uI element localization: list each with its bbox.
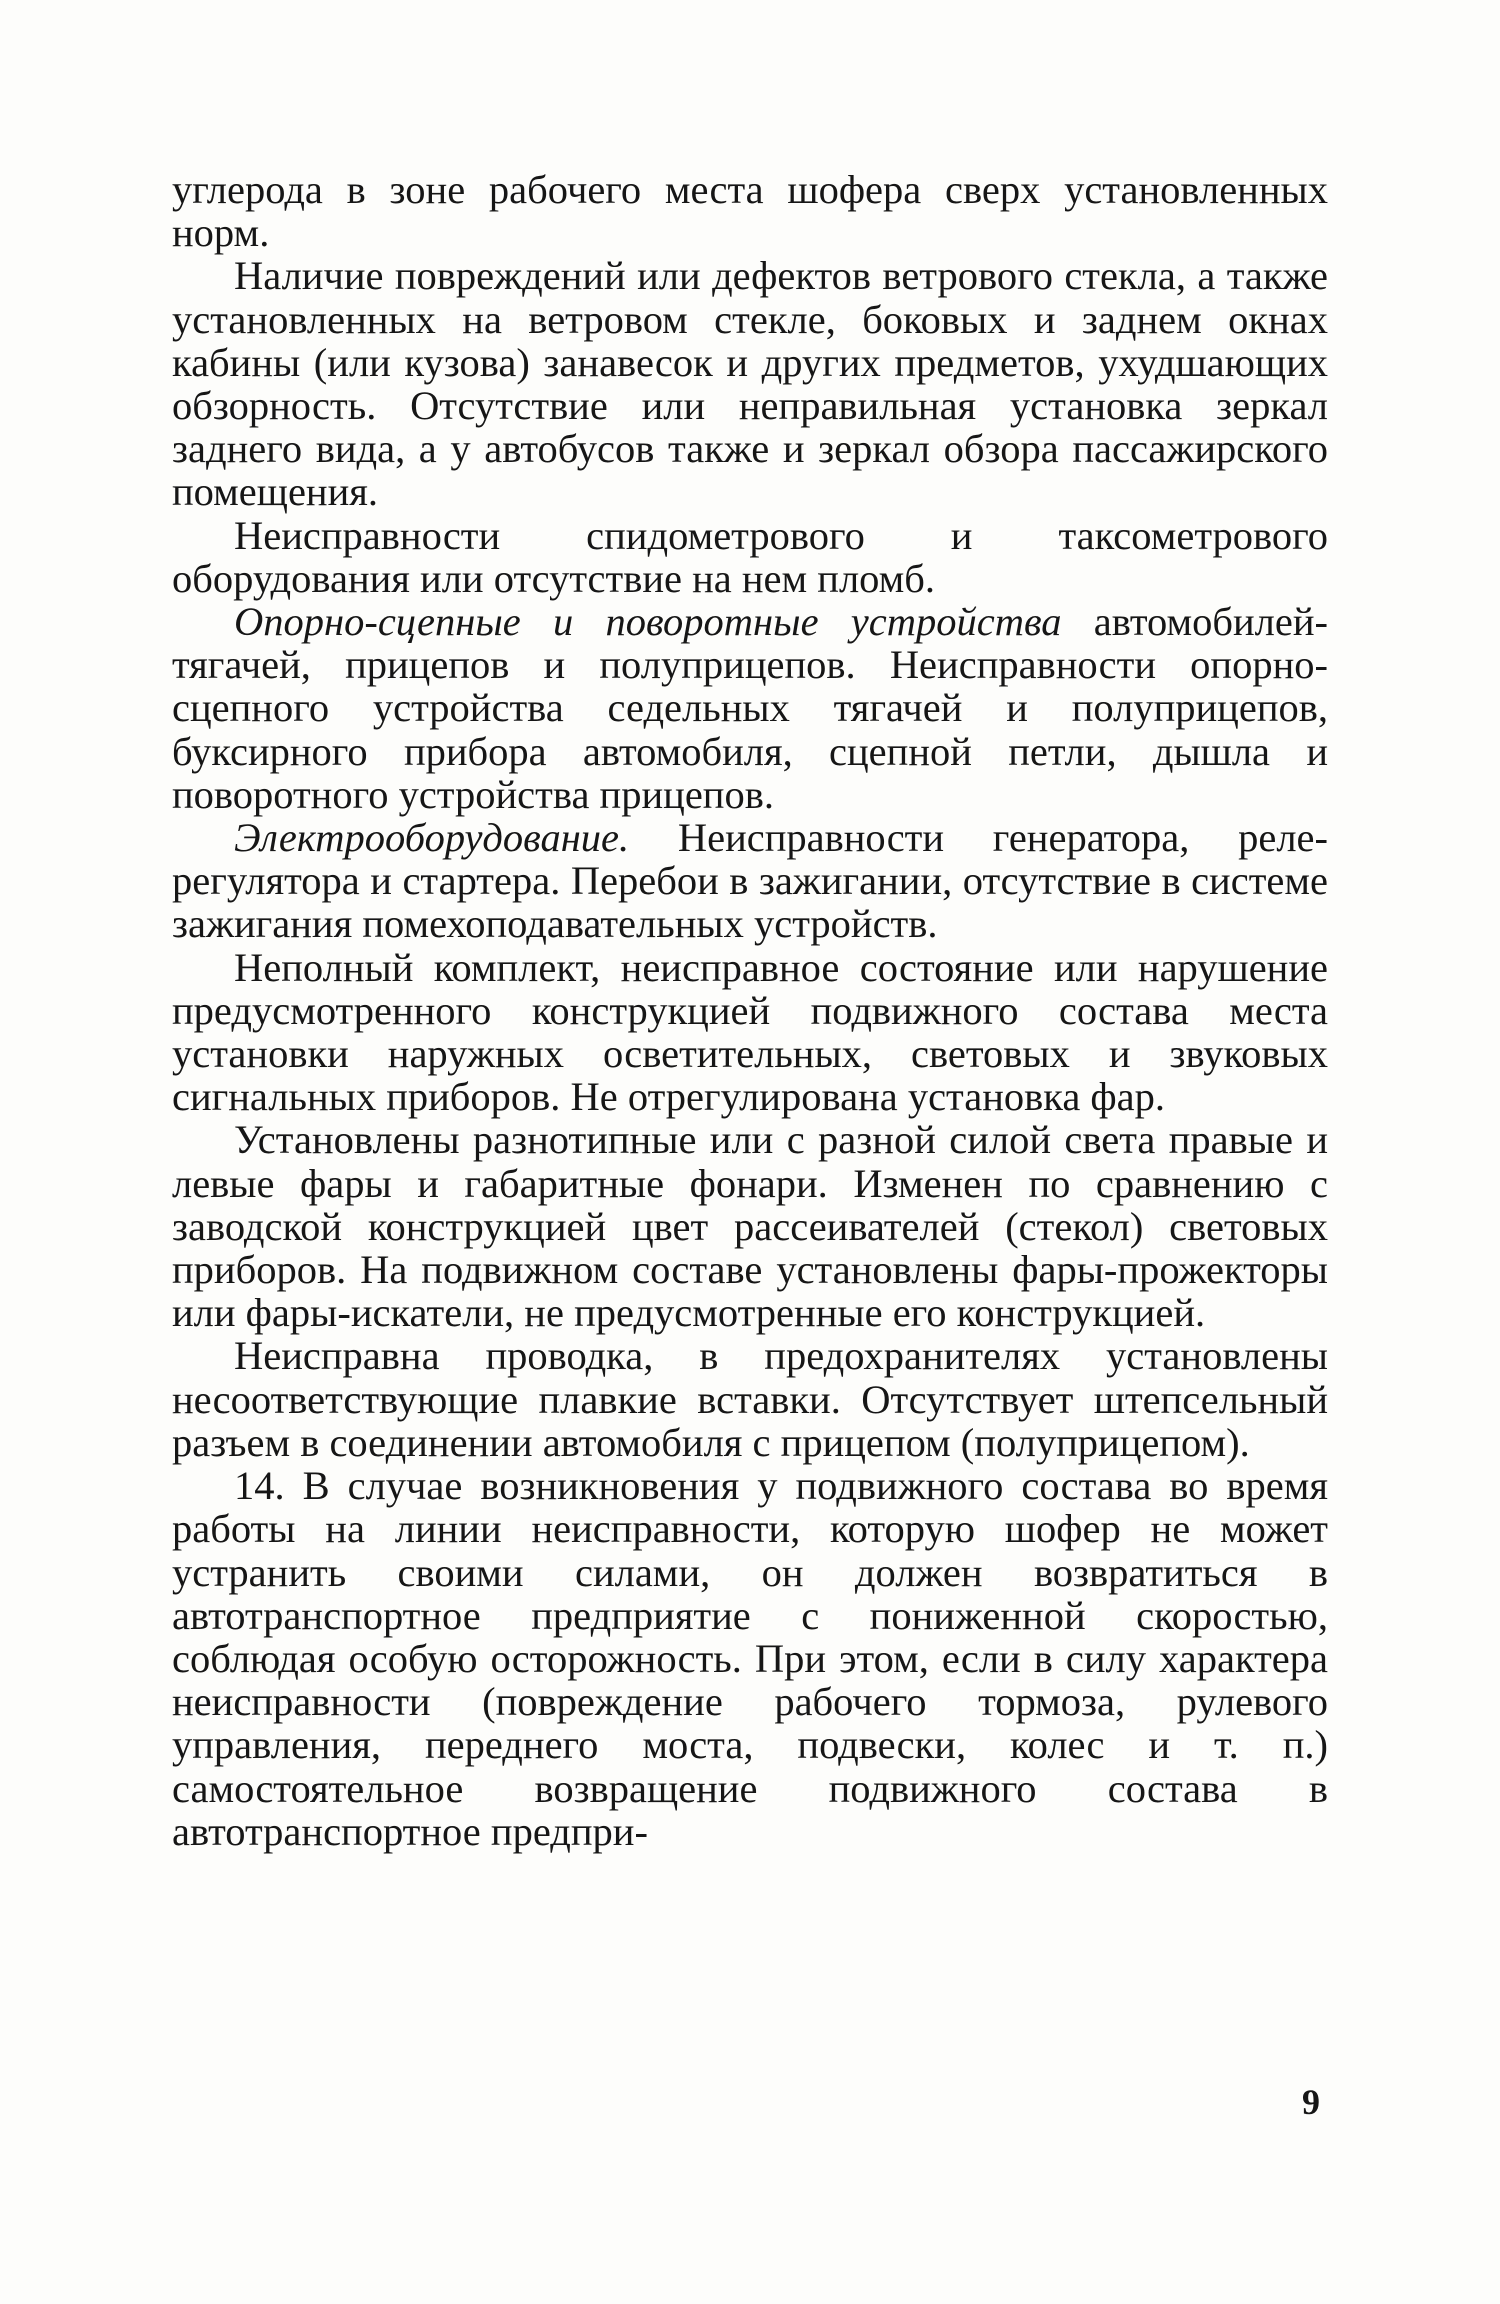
paragraph-text: углерода в зоне рабочего места шофера сверх установленных норм.: [172, 167, 1328, 256]
section-heading: Электрооборудование.: [234, 815, 630, 861]
paragraph-text: автомобилей-тягачей, прицепов и полуприцепов. Неисправности опорно-сцепного устройства седельных тягачей и полуприцепов, буксирного прибора автомобиля, сцепной петли, дышла и поворотного устройства прицепов.: [172, 599, 1328, 817]
paragraph-text: Неисправна проводка, в предохранителях установлены несоответствующие плавкие вставки. Отсутствует штепсельный разъем в соединении автомобиля с прицепом (полуприцепом).: [172, 1333, 1328, 1465]
paragraph-item-14: [172, 1464, 1328, 1853]
paragraph-lighting-incomplete: [172, 946, 1328, 1119]
paragraph-text: 14. В случае возникновения у подвижного состава во время работы на линии неисправности, которую шофер не может устранить своими силами, он должен возвратиться в автотранспортное предприятие с пониженной скоростью, соблюдая особую осторожность. При этом, если в силу характера неисправности (повреждение рабочего тормоза, рулевого управления, переднего моста, подвески, колес и т. п.) самостоятельное возвращение подвижного состава в автотранспортное предпри-: [172, 1463, 1328, 1854]
section-heading: Опорно-сцепные и поворотные устройства: [234, 599, 1062, 645]
paragraph-windshield-mirrors: [172, 254, 1328, 513]
paragraph-coupling-devices: [172, 600, 1328, 816]
paragraph-wiring: [172, 1334, 1328, 1464]
paragraph-electrical: [172, 816, 1328, 946]
paragraph-speedometer: [172, 514, 1328, 600]
paragraph-text: Неисправности спидометрового и таксометрового оборудования или отсутствие на нем пломб.: [172, 512, 1328, 601]
body-text: [172, 168, 1328, 1853]
paragraph-text: Неисправности генератора, реле-регулятора и стартера. Перебои в зажигании, отсутствие в системе зажигания помехоподавательных устройств.: [172, 815, 1328, 947]
page-number: 9: [1302, 2082, 1320, 2122]
paragraph-text: Установлены разнотипные или с разной силой света правые и левые фары и габаритные фонари. Изменен по сравнению с заводской конструкцией цвет рассеивателей (стекол) световых приборов. На подвижном составе установлены фары-прожекторы или фары-искатели, не предусмотренные его конструкцией.: [172, 1117, 1328, 1336]
paragraph-text: Неполный комплект, неисправное состояние или нарушение предусмотренного конструкцией подвижного состава места установки наружных осветительных, световых и звуковых сигнальных приборов. Не отрегулирована установка фар.: [172, 944, 1328, 1120]
paragraph-headlights: [172, 1118, 1328, 1334]
paragraph-text: Наличие повреждений или дефектов ветрового стекла, а также установленных на ветровом стекле, боковых и заднем окнах кабины (или кузова) занавесок и других предметов, ухудшающих обзорность. Отсутствие или неправильная установка зеркал заднего вида, а у автобусов также и зеркал обзора пассажирского помещения.: [172, 253, 1328, 515]
paragraph-continuation: [172, 168, 1328, 254]
